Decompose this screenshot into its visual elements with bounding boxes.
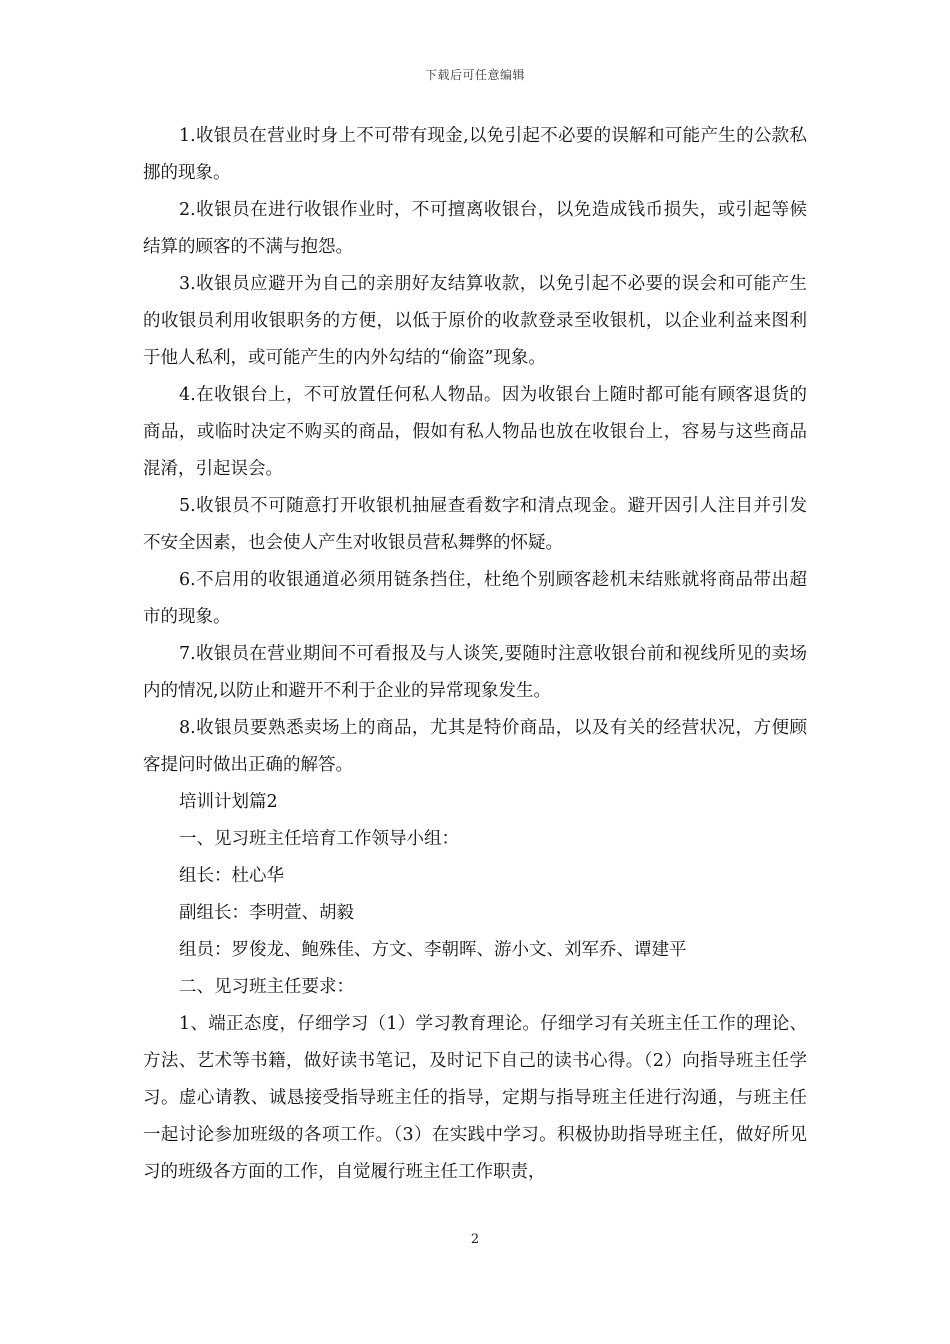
paragraph-rule-4: 4.在收银台上，不可放置任何私人物品。因为收银台上随时都可能有顾客退货的商品，或临时决定不购买的商品，假如有私人物品也放在收银台上，容易与这些商品混淆，引起误会。 <box>143 385 807 479</box>
paragraph-rule-7: 7.收银员在营业期间不可看报及与人谈笑,要随时注意收银台前和视线所见的卖场内的情况,以防止和避开不利于企业的异常现象发生。 <box>143 644 807 701</box>
page-number: 2 <box>470 1232 480 1247</box>
deputy-leader-line: 副组长：李明萱、胡毅 <box>179 903 354 923</box>
paragraph-rule-2: 2.收银员在进行收银作业时，不可擅离收银台，以免造成钱币损失，或引起等候结算的顾客的不满与抱怨。 <box>143 200 807 257</box>
paragraph-rule-3: 3.收银员应避开为自己的亲朋好友结算收款，以免引起不必要的误会和可能产生的收银员利用收银职务的方便，以低于原价的收款登录至收银机，以企业利益来图利于他人私利，或可能产生的内外勾结的“偷盗”现象。 <box>143 274 807 368</box>
group-leader-line: 组长：杜心华 <box>179 866 284 886</box>
requirements-paragraph: 1、端正态度，仔细学习（1）学习教育理论。仔细学习有关班主任工作的理论、方法、艺术等书籍，做好读书笔记，及时记下自己的读书心得。（2）向指导班主任学习。虚心请教、诚恳接受指导班主任的指导，定期与指导班主任进行沟通，与班主任一起讨论参加班级的各项工作。（3）在实践中学习。积极协助指导班主任，做好所见习的班级各方面的工作，自觉履行班主任工作职责， <box>143 1014 807 1182</box>
paragraph-rule-6: 6.不启用的收银通道必须用链条挡住，杜绝个别顾客趁机未结账就将商品带出超市的现象。 <box>143 570 807 627</box>
paragraph-rule-1: 1.收银员在营业时身上不可带有现金,以免引起不必要的误解和可能产生的公款私挪的现象。 <box>143 126 807 183</box>
document-body <box>143 118 807 1191</box>
paragraph-rule-5: 5.收银员不可随意打开收银机抽屉查看数字和清点现金。避开因引人注目并引发不安全因素，也会使人产生对收银员营私舞弊的怀疑。 <box>143 496 807 553</box>
page-header: 下载后可任意编辑 <box>424 68 525 82</box>
section-heading-1: 一、见习班主任培育工作领导小组： <box>179 829 459 849</box>
section-title: 培训计划篇2 <box>179 792 278 812</box>
section-heading-2: 二、见习班主任要求： <box>179 977 354 997</box>
members-line: 组员：罗俊龙、鲍殊佳、方文、李朝晖、游小文、刘军乔、谭建平 <box>179 940 687 960</box>
paragraph-rule-8: 8.收银员要熟悉卖场上的商品，尤其是特价商品，以及有关的经营状况，方便顾客提问时做出正确的解答。 <box>143 718 807 775</box>
